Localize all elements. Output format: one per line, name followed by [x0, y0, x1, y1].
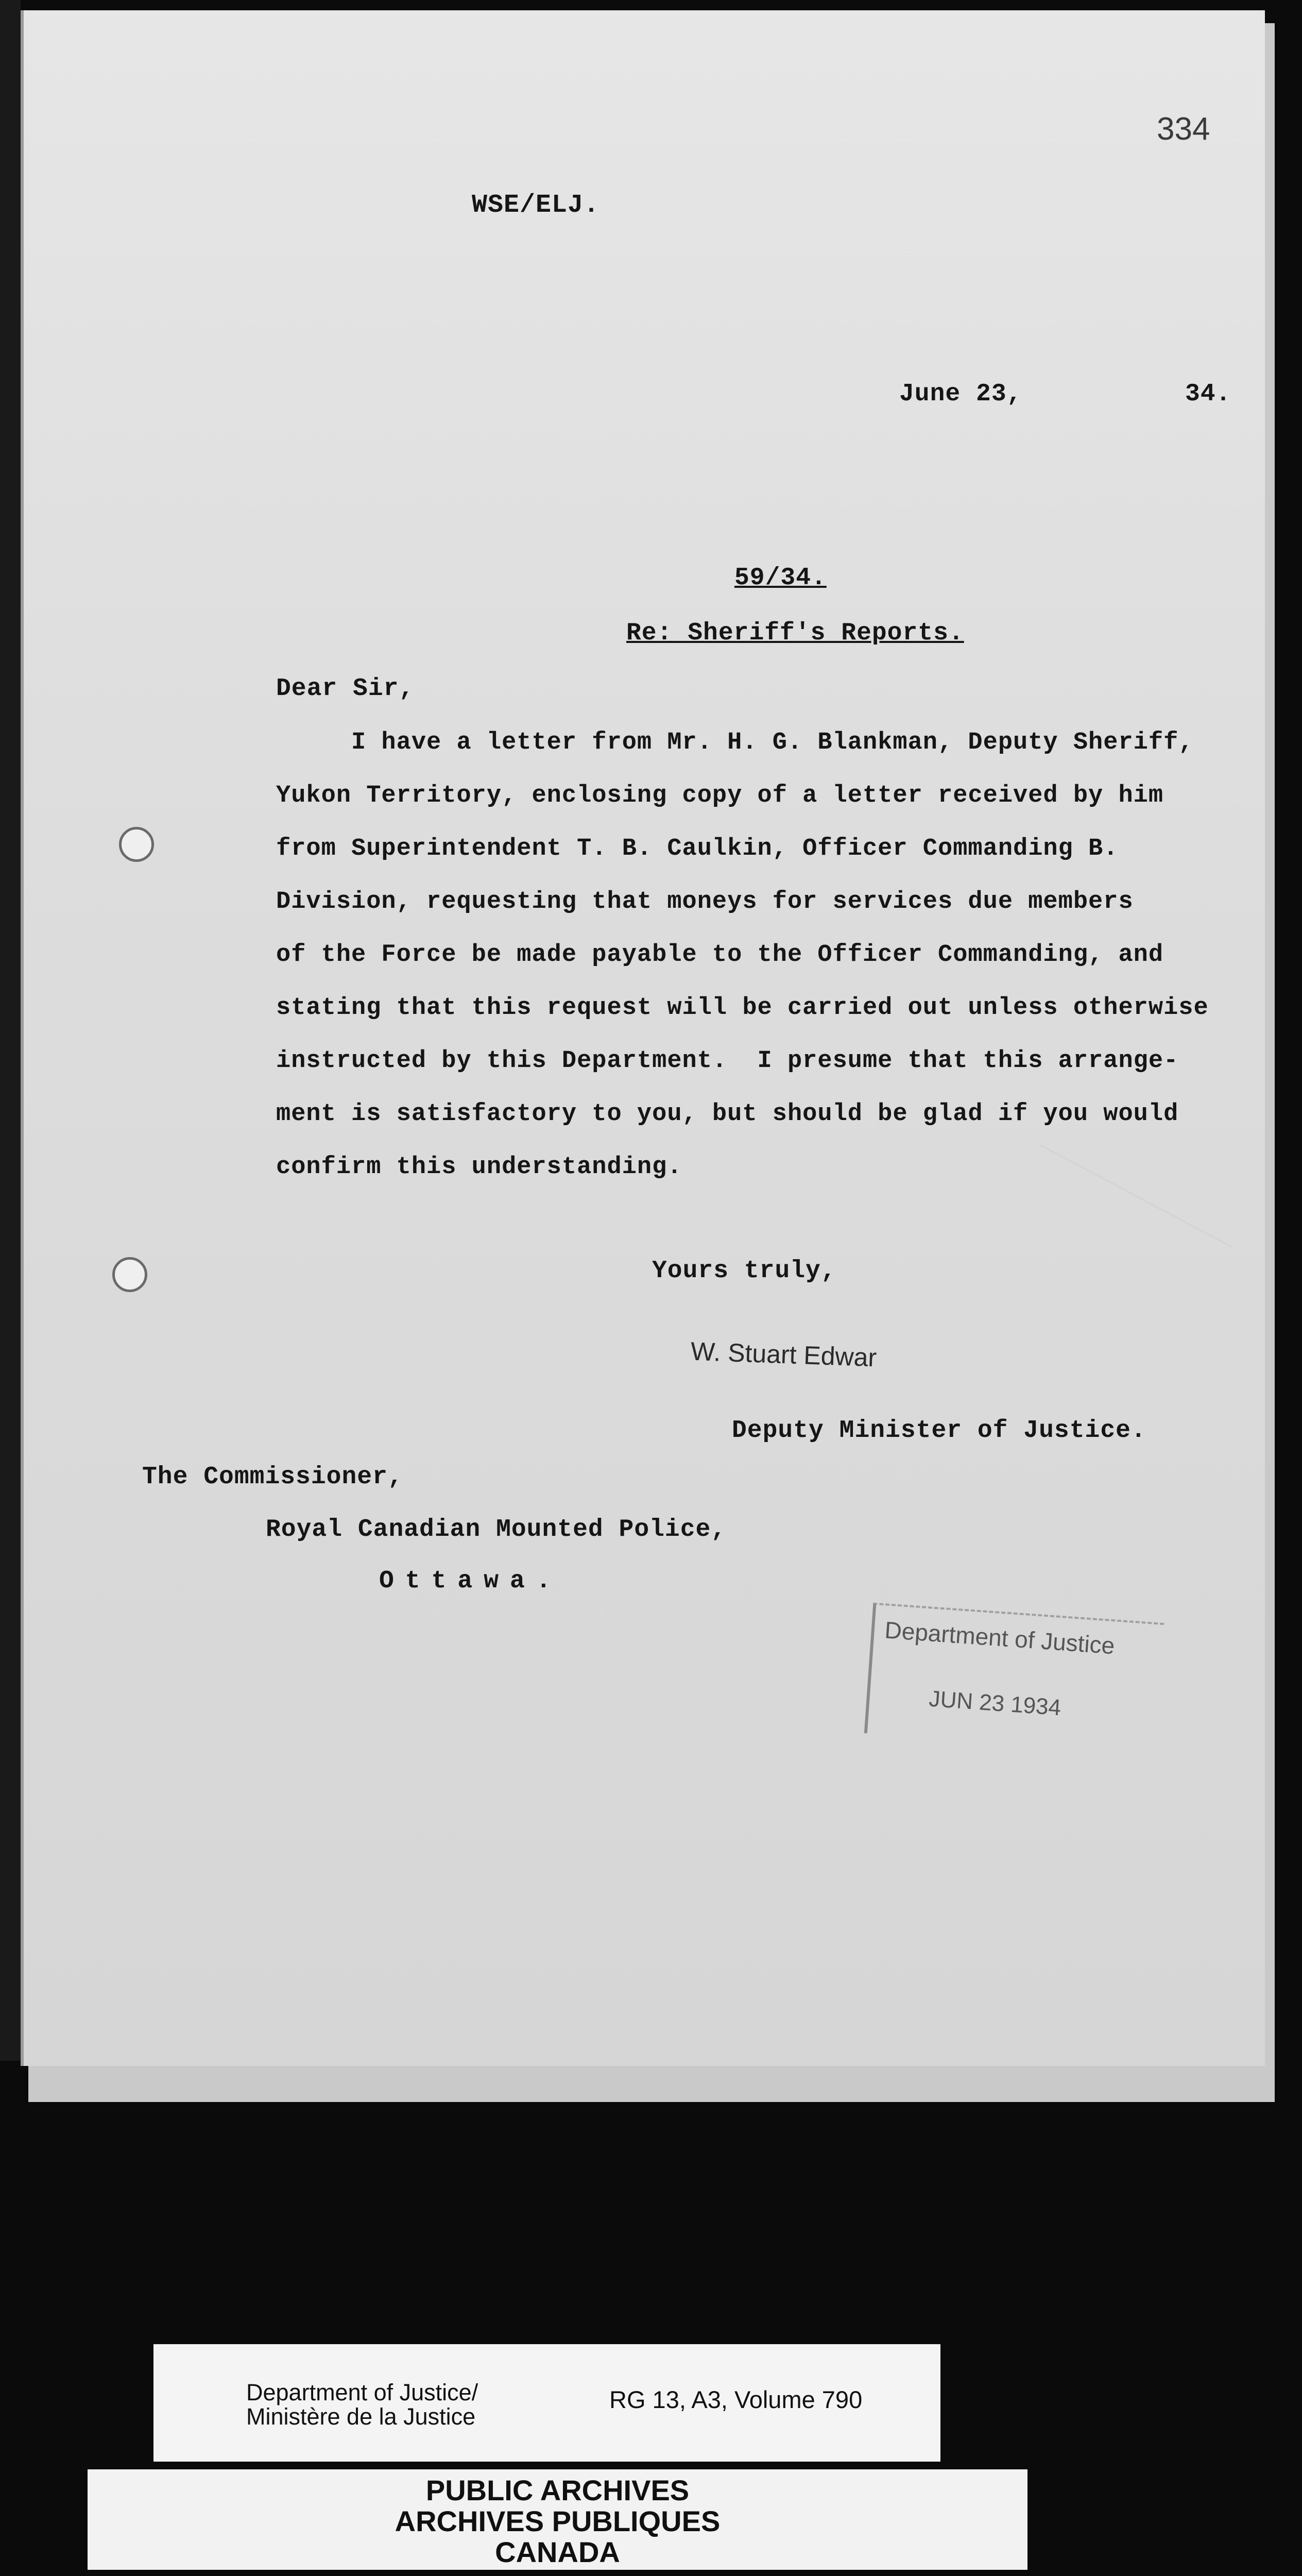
salutation: Dear Sir, — [276, 675, 415, 703]
addressee-line: Royal Canadian Mounted Police, — [266, 1516, 727, 1544]
punch-hole — [112, 1257, 147, 1292]
signature-title: Deputy Minister of Justice. — [732, 1417, 1146, 1445]
body-line: I have a letter from Mr. H. G. Blankman, Deputy Sheriff, — [276, 729, 1194, 756]
body-line: Division, requesting that moneys for services due members — [276, 888, 1134, 916]
letter-date: June 23, — [899, 380, 1022, 408]
reference-initials: WSE/ELJ. — [472, 191, 600, 220]
subject-line: Re: Sheriff's Reports. — [626, 619, 964, 647]
stamp-department: Department of Justice — [884, 1616, 1116, 1659]
letter-date-year: 34. — [1185, 380, 1231, 408]
department-name-fr: Ministère de la Justice — [246, 2403, 476, 2430]
public-archives-label — [88, 2469, 1027, 2570]
punch-hole — [119, 827, 154, 862]
closing: Yours truly, — [652, 1257, 836, 1285]
body-line: of the Force be made payable to the Officer Commanding, and — [276, 941, 1164, 969]
archive-label-line: ARCHIVES PUBLIQUES — [395, 2505, 721, 2537]
department-name-en: Department of Justice/ — [246, 2379, 478, 2405]
addressee-line: Ottawa. — [379, 1567, 562, 1595]
body-line: Yukon Territory, enclosing copy of a letter received by him — [276, 782, 1164, 809]
stamp-date: JUN 23 1934 — [928, 1686, 1062, 1721]
film-edge — [0, 0, 21, 2061]
body-line: confirm this understanding. — [276, 1154, 682, 1181]
addressee-line: The Commissioner, — [142, 1463, 403, 1491]
file-number: 59/34. — [734, 564, 827, 592]
received-stamp — [864, 1603, 1164, 1754]
film-scratch — [1040, 1145, 1232, 1248]
page-number: 334 — [1157, 111, 1210, 147]
archive-label-line: CANADA — [495, 2536, 620, 2568]
letter-page — [21, 10, 1265, 2066]
body-line: instructed by this Department. I presume that this arrange- — [276, 1047, 1179, 1075]
body-line: from Superintendent T. B. Caulkin, Officer Commanding B. — [276, 835, 1119, 862]
body-line: ment is satisfactory to you, but should be glad if you would — [276, 1100, 1179, 1128]
signature: W. Stuart Edwar — [690, 1336, 878, 1372]
body-line: stating that this request will be carried out unless otherwise — [276, 994, 1209, 1022]
archive-reference-label — [153, 2344, 940, 2462]
record-group-reference: RG 13, A3, Volume 790 — [609, 2386, 863, 2413]
archive-label-line: PUBLIC ARCHIVES — [425, 2474, 690, 2506]
